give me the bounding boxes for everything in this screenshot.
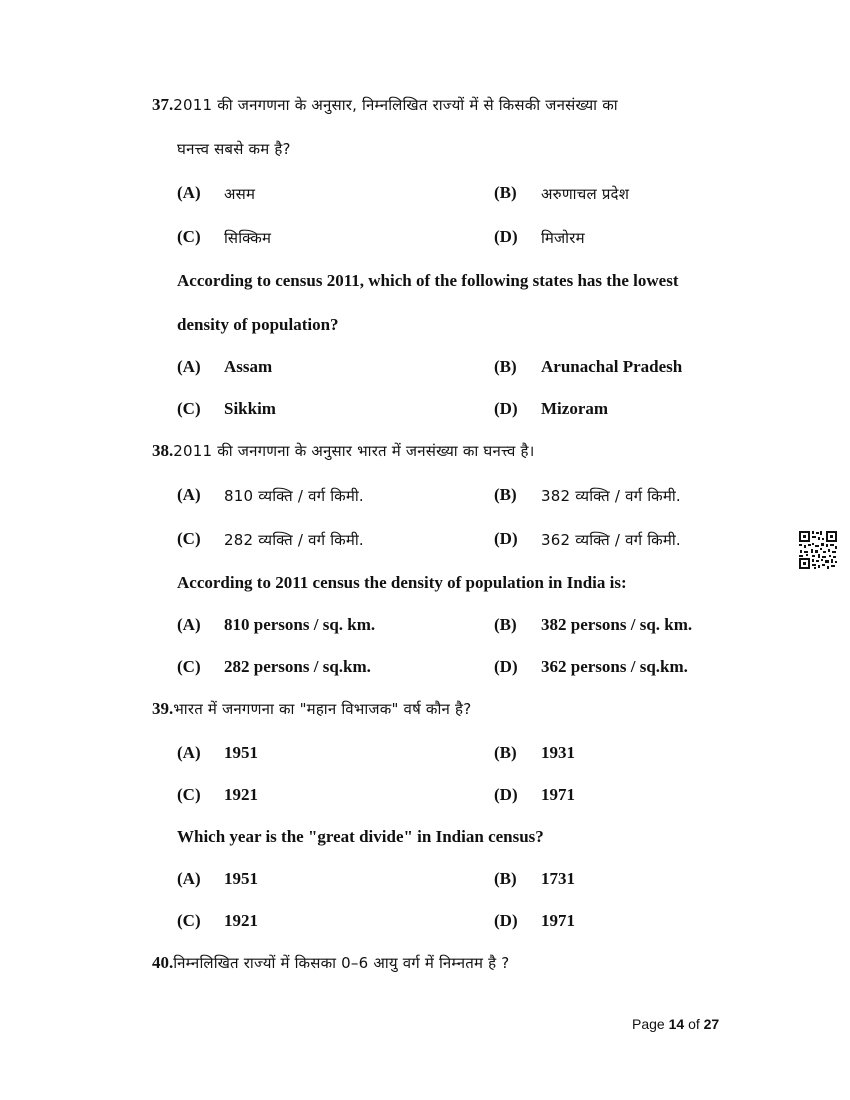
option-label: (C) <box>177 529 201 548</box>
option-label: (C) <box>177 399 201 418</box>
question-40-hindi-line-1 <box>152 953 509 973</box>
option-text: 362 व्यक्ति / वर्ग किमी. <box>541 531 681 549</box>
question-number: 39. <box>152 699 174 718</box>
qr-code-icon <box>798 530 838 570</box>
current-page-number: 14 <box>668 1016 685 1032</box>
option-text: 382 persons / sq. km. <box>541 615 693 634</box>
option-text: 382 व्यक्ति / वर्ग किमी. <box>541 487 681 505</box>
option-text: 1971 <box>541 785 575 804</box>
option-text: 1951 <box>224 869 258 888</box>
option-text: सिक्किम <box>224 229 272 247</box>
option-text: 810 व्यक्ति / वर्ग किमी. <box>224 487 364 505</box>
option-text: मिजोरम <box>541 229 585 247</box>
option-label: (B) <box>494 743 517 762</box>
question-number: 40. <box>152 953 174 972</box>
option-text: 1951 <box>224 743 258 762</box>
option-text: Sikkim <box>224 399 276 418</box>
option-label: (B) <box>494 869 517 888</box>
question-text: 2011 की जनगणना के अनुसार भारत में जनसंख्या का घनत्त्व है। <box>173 442 535 460</box>
option-label: (D) <box>494 657 518 676</box>
question-number: 38. <box>152 441 174 460</box>
option-text: 1971 <box>541 911 575 930</box>
option-text: 1921 <box>224 911 258 930</box>
option-text: 282 व्यक्ति / वर्ग किमी. <box>224 531 364 549</box>
total-page-count: 27 <box>703 1016 720 1032</box>
page-word: Page <box>632 1016 665 1032</box>
option-text: 1731 <box>541 869 575 888</box>
option-label: (D) <box>494 399 518 418</box>
option-label: (B) <box>494 485 517 504</box>
option-text: 810 persons / sq. km. <box>224 615 376 634</box>
option-label: (A) <box>177 615 201 634</box>
option-label: (B) <box>494 615 517 634</box>
of-word: of <box>688 1016 700 1032</box>
question-text: भारत में जनगणना का "महान विभाजक" वर्ष कौन है? <box>173 700 472 718</box>
option-label: (B) <box>494 357 517 376</box>
question-37-hindi-line-1 <box>152 95 618 115</box>
question-37-hindi-line-2: घनत्त्व सबसे कम है? <box>177 140 291 158</box>
option-label: (C) <box>177 227 201 246</box>
option-text: Mizoram <box>541 399 609 418</box>
option-text: 1931 <box>541 743 575 762</box>
option-label: (A) <box>177 869 201 888</box>
option-label: (A) <box>177 183 201 202</box>
option-label: (B) <box>494 183 517 202</box>
option-text: असम <box>224 185 256 203</box>
page-number-footer <box>632 1016 719 1032</box>
option-label: (A) <box>177 743 201 762</box>
option-text: 1921 <box>224 785 258 804</box>
option-label: (C) <box>177 657 201 676</box>
option-label: (A) <box>177 485 201 504</box>
question-39-hindi-line-1 <box>152 699 471 719</box>
question-38-english-line-1: According to 2011 census the density of population in India is: <box>177 573 627 592</box>
question-text: निम्नलिखित राज्यों में किसका 0–6 आयु वर्ग में निम्नतम है ? <box>173 954 510 972</box>
option-label: (D) <box>494 227 518 246</box>
question-39-english-line-1: Which year is the "great divide" in Indian census? <box>177 827 544 846</box>
option-label: (D) <box>494 911 518 930</box>
option-text: Assam <box>224 357 273 376</box>
option-label: (D) <box>494 529 518 548</box>
option-label: (C) <box>177 785 201 804</box>
question-38-hindi-line-1 <box>152 441 535 461</box>
option-label: (A) <box>177 357 201 376</box>
option-text: 282 persons / sq.km. <box>224 657 371 676</box>
option-text: अरुणाचल प्रदेश <box>541 185 630 203</box>
question-37-english-line-1: According to census 2011, which of the following states has the lowest <box>177 271 679 290</box>
question-number: 37. <box>152 95 174 114</box>
option-text: Arunachal Pradesh <box>541 357 683 376</box>
option-label: (C) <box>177 911 201 930</box>
question-text: 2011 की जनगणना के अनुसार, निम्नलिखित राज्यों में से किसकी जनसंख्या का <box>173 96 618 114</box>
question-37-english-line-2: density of population? <box>177 315 339 334</box>
option-text: 362 persons / sq.km. <box>541 657 688 676</box>
option-label: (D) <box>494 785 518 804</box>
